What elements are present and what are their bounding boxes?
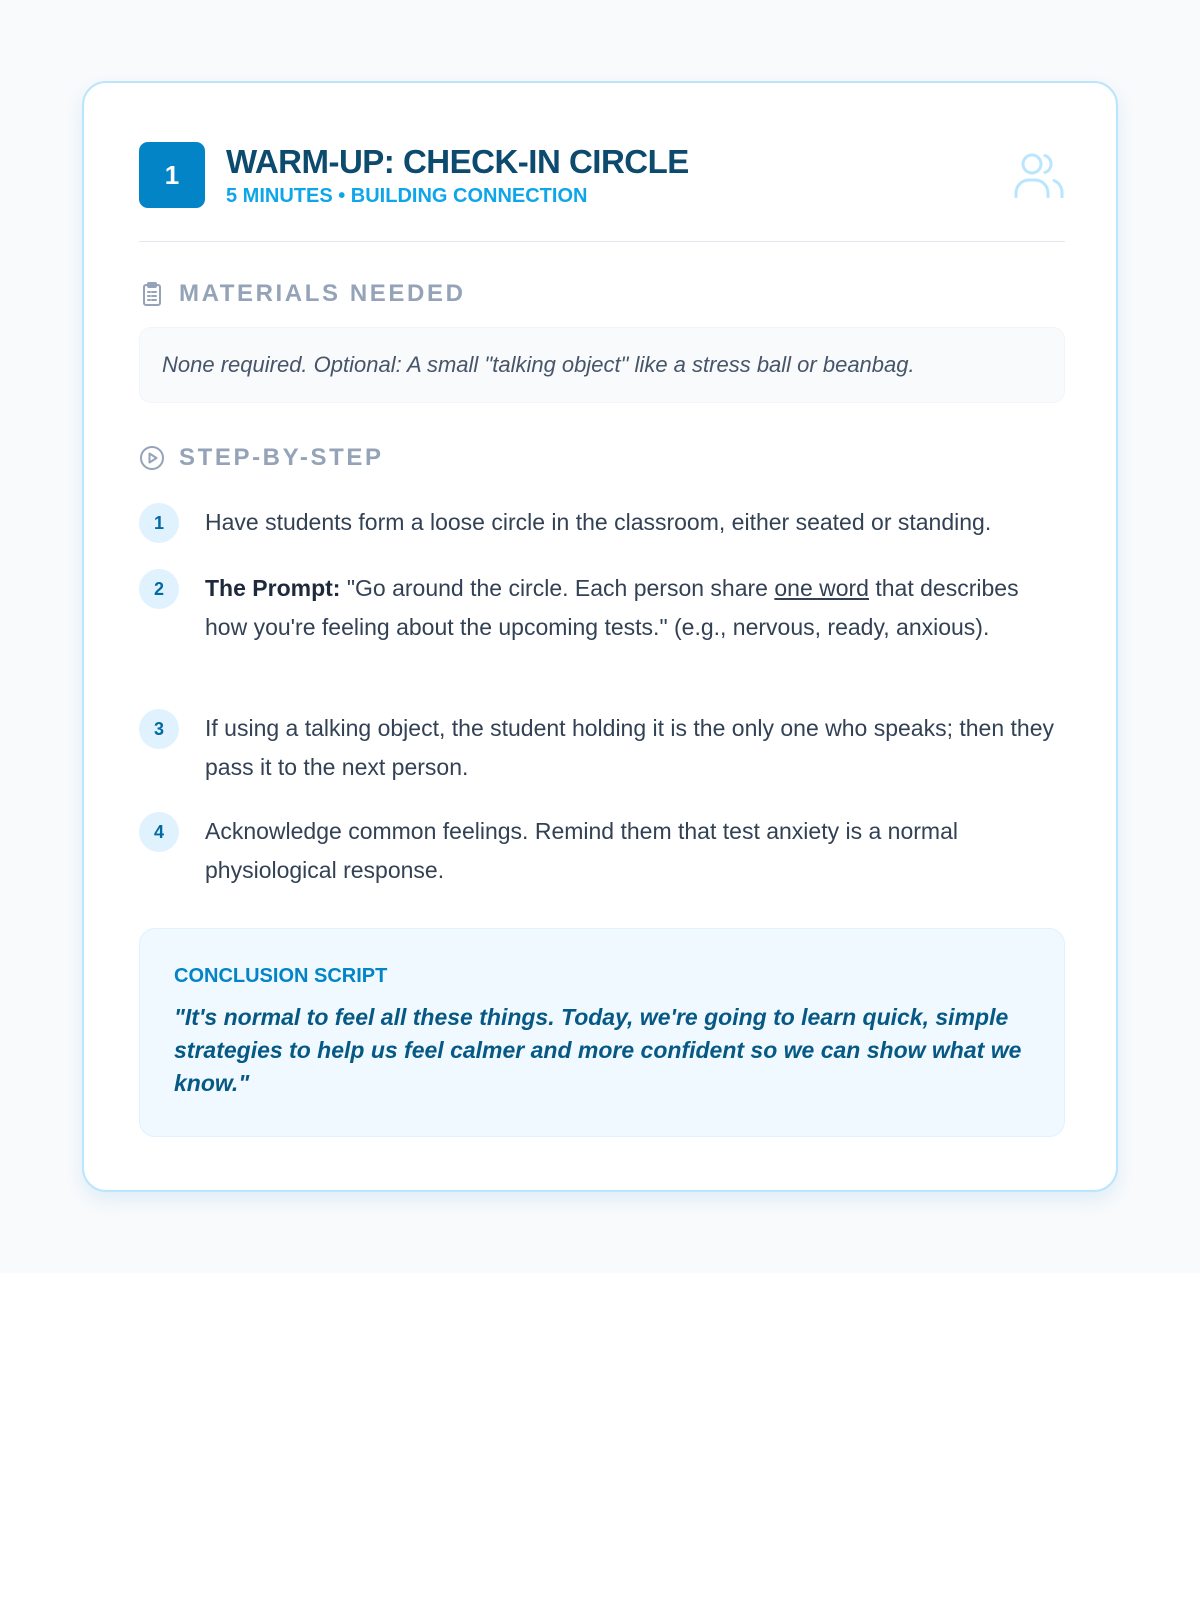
step-number: 1	[139, 503, 179, 543]
conclusion-box	[139, 928, 1065, 1137]
step-number: 2	[139, 569, 179, 609]
prompt-underlined: one word	[774, 575, 869, 601]
activity-subtitle: 5 MINUTES • BUILDING CONNECTION	[226, 185, 588, 207]
conclusion-text: "It's normal to feel all these things. Today, we're going to learn quick, simple strategies to help us feel calmer and more confident so we can show what we know."	[174, 1004, 1022, 1096]
clipboard-icon	[139, 281, 165, 307]
prompt-lead: The Prompt:	[205, 575, 341, 601]
materials-box: None required. Optional: A small "talking object" like a stress ball or beanbag.	[139, 327, 1065, 403]
play-circle-icon	[139, 445, 165, 471]
prompt-text-after: that describes how you're feeling about the upcoming tests." (e.g., nervous, ready, anxious).	[205, 575, 1019, 640]
step-text	[205, 569, 1067, 646]
step-text: Acknowledge common feelings. Remind them that test anxiety is a normal physiological response.	[205, 818, 958, 883]
prompt-text-before: "Go around the circle. Each person share	[340, 575, 775, 601]
step-number: 3	[139, 709, 179, 749]
conclusion-title: CONCLUSION SCRIPT	[174, 965, 388, 987]
users-icon	[1013, 152, 1065, 198]
card-header	[139, 142, 1065, 242]
steps-section-label	[139, 443, 384, 473]
step-number-badge: 1	[139, 142, 205, 208]
activity-title: WARM-UP: CHECK-IN CIRCLE	[226, 143, 689, 180]
steps-label-text: STEP-BY-STEP	[179, 444, 384, 471]
step-number: 4	[139, 812, 179, 852]
materials-section-label	[139, 279, 466, 309]
activity-card	[82, 81, 1118, 1192]
step-text: Have students form a loose circle in the classroom, either seated or standing.	[205, 509, 992, 535]
materials-label-text: MATERIALS NEEDED	[179, 280, 466, 307]
step-text: If using a talking object, the student holding it is the only one who speaks; then they pass it to the next person.	[205, 715, 1054, 780]
